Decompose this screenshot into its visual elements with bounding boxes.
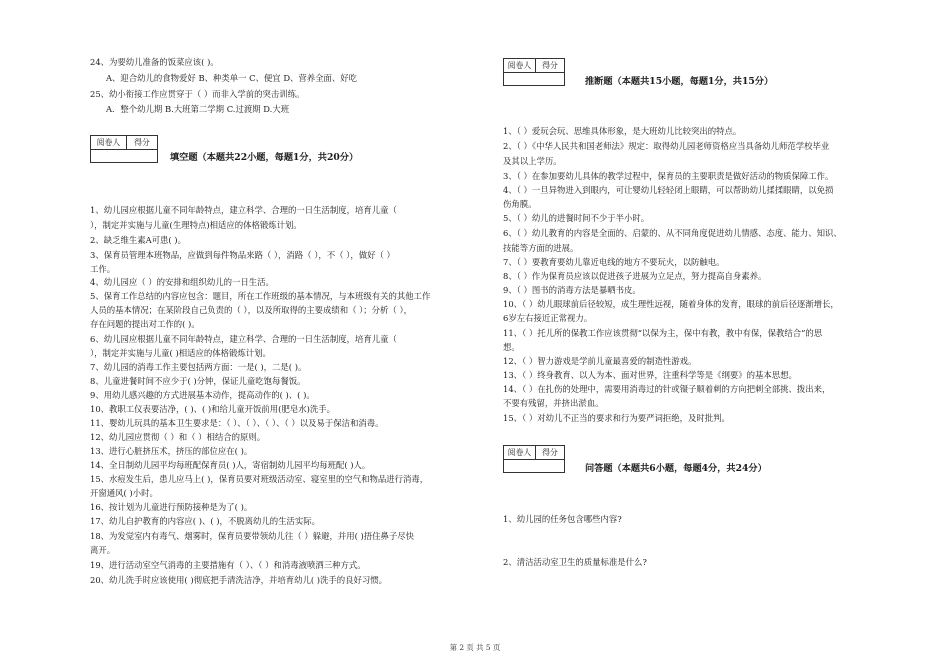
tf-line: 3、（ ）在参加要幼儿具体的教学过程中，保育员的主要职责是做好活动的物质保障工作。 [503, 171, 834, 181]
tf-line: 10、（ ）幼儿眼球前后径较短，成生理性远视，随着身体的发育，眼球的前后径逐渐增长， [503, 299, 839, 309]
tf-line: 4、（ ）一旦异物进入到眼内，可让婴幼儿轻轻闭上眼睛，可以帮助幼儿揉揉眼睛，以免损 [503, 185, 834, 195]
fill-line: ），制定并实施与儿童( )相适应的体格锻炼计划。 [90, 348, 271, 358]
qa-question-2: 2、清洁活动室卫生的质量标准是什么? [503, 557, 647, 567]
fill-section-heading: 填空题（本题共22小题，每题1分，共20分） [170, 152, 359, 163]
score-label: 得分 [535, 446, 564, 459]
fill-line: 工作。 [90, 264, 116, 274]
fill-line: 14、全日制幼儿园平均每班配保育员( )人，寄宿制幼儿园平均每班配( )人。 [90, 460, 371, 470]
mc-question-24-options: A、迎合幼儿的食物爱好 B、种类单一 C、便宜 D、营养全面、好吃 [106, 73, 358, 83]
tf-line: 8、（ ）作为保育员应该以促进孩子进展为立足点，努力提高自身素养。 [503, 271, 767, 281]
tf-line: 2、（ ）《中华人民共和国老师法》规定：取得幼儿园老师资格应当具备幼儿师范学校毕业 [503, 141, 830, 151]
fill-line: 5、保育工作总结的内容应包含：题目，所在工作班级的基本情况，与本班级有关的其他工作 [90, 291, 431, 301]
fill-line: 10、教职工仪表要洁净，( )、( )和给儿童开饭前用(肥皂水)洗手。 [90, 404, 335, 414]
tf-line: 技能等方面的进展。 [503, 243, 579, 253]
fill-line: 13、进行心脏挤压术，挤压的部位应在( )。 [90, 446, 253, 456]
fill-line: 7、幼儿园的消毒工作主要包括两方面：一是( )，二是( )。 [90, 362, 307, 372]
tf-line: 及其以上学历。 [503, 156, 562, 166]
fill-line: 人员的基本情况；在某阶段自己负责的（ ），以及所取得的主要成绩和（ ）；分析（ ）， [90, 305, 413, 315]
fill-line: 3、保育员管理本班物品，应做到每件物品来路（ ），消路（ ），不（ ），做好（ ） [90, 250, 395, 260]
tf-line: 1、（ ）爱玩会玩、思维具体形象，是大班幼儿比较突出的特点。 [503, 126, 742, 136]
fill-line: 17、幼儿自护教育的内容应( )、( )，不脱离幼儿的生活实际。 [90, 516, 321, 526]
fill-line: 2、缺乏维生素A可患( )。 [90, 235, 186, 245]
tf-line: 5、（ ）幼儿的进餐时间不少于半小时。 [503, 213, 650, 223]
tf-line: 不要有残留，并挤出淤血。 [503, 398, 604, 408]
tf-line: 7、（ ）要教育要幼儿靠近电线的地方不要玩火，以防触电。 [503, 257, 725, 267]
fill-line: 9、用幼儿感兴趣的方式进展基本动作，提高动作的( )、( )。 [90, 390, 315, 400]
fill-score-box [90, 135, 158, 163]
fill-line: ），制定并实施与儿童(生理特点)相适应的体格锻炼计划。 [90, 220, 302, 230]
fill-line: 1、幼儿园应根据儿童不同年龄特点，建立科学、合理的一日生活制度，培育儿童（ [90, 205, 397, 215]
fill-line: 20、幼儿洗手时应该使用( )彻底把手清洗洁净，并培育幼儿( )洗手的良好习惯。 [90, 575, 388, 585]
fill-line: 离开。 [90, 545, 116, 555]
tf-line: 6岁左右接近正常视力。 [503, 313, 593, 323]
page-number: 第 2 页 共 5 页 [449, 643, 501, 652]
tf-line: 13、（ ）终身教育、以人为本、面对世界，注重科学等是《纲要》的基本思想。 [503, 370, 797, 380]
fill-line: 18、为发觉室内有毒气、烟雾时，保育员要带领幼儿往（ ）躲避，并用( )捂住鼻子尽快 [90, 531, 415, 541]
fill-line: 开窗通风( )小时。 [90, 488, 158, 498]
fill-line: 6、幼儿园应根据儿童不同年龄特点，建立科学、合理的一日生活制度，培育儿童（ [90, 334, 397, 344]
fill-line: 4、幼儿园应（ ）的安排和组织幼儿的一日生活。 [90, 277, 274, 287]
fill-line: 11、婴幼儿玩具的基本卫生要求是：（ ）、（ ）、（ ）、（ ）以及易于保洁和消毒。 [90, 418, 384, 428]
fill-line: 16、按计划为儿童进行预防接种是为了( )。 [90, 502, 253, 512]
qa-score-box [503, 445, 565, 473]
qa-section-heading: 问答题（本题共6小题，每题4分，共24分） [585, 463, 767, 474]
tf-score-box [503, 58, 565, 86]
fill-line: 12、幼儿园应贯彻（ ）和（ ）相结合的原则。 [90, 432, 266, 442]
fill-line: 8、儿童进餐时间不应少于( )分钟，保证儿童吃饱每餐饭。 [90, 376, 306, 386]
fill-line: 存在问题的提出对工作的( )。 [90, 319, 200, 329]
fill-line: 19、进行活动室空气消毒的主要措施有（ ）、（ ）和消毒液喷洒三种方式。 [90, 560, 366, 570]
fill-line: 15、水痘发生后，患儿应马上( )，保育员要对班级活动室、寝室里的空气和物品进行消毒， [90, 474, 429, 484]
tf-line: 15、（ ）对幼儿不正当的要求和行为要严词拒绝，及时批判。 [503, 413, 730, 423]
tf-line: 伤角膜。 [503, 199, 537, 209]
grader-label: 阅卷人 [507, 448, 532, 457]
mc-question-24: 24、为要幼儿准备的饭菜应该( )。 [90, 57, 219, 67]
mc-question-25: 25、幼小衔接工作应贯穿于（ ）而非入学前的突击训练。 [90, 89, 305, 99]
tf-section-heading: 推断题（本题共15小题，每题1分，共15分） [585, 76, 774, 87]
score-label: 得分 [535, 59, 564, 72]
score-label: 得分 [126, 136, 157, 149]
tf-line: 9、（ ）图书的消毒方法是暴晒书皮。 [503, 285, 641, 295]
tf-line: 想。 [503, 342, 520, 352]
grader-label: 阅卷人 [96, 138, 121, 147]
tf-line: 11、（ ）托儿所的保教工作应该贯彻“以保为主，保中有教，教中有保，保教结合”的思 [503, 328, 823, 338]
mc-question-25-options: A．整个幼儿期 B.大班第二学期 C.过渡期 D.大班 [106, 104, 290, 114]
tf-line: 6、（ ）幼儿教育的内容是全面的、启蒙的、从不同角度促进幼儿情感、态度、能力、知识、 [503, 228, 842, 238]
qa-question-1: 1、幼儿园的任务包含哪些内容? [503, 514, 622, 524]
tf-line: 14、（ ）在扎伤的处理中，需要用消毒过的针或镊子顺着刺的方向把刺全部挑、拨出来， [503, 384, 831, 394]
grader-label: 阅卷人 [507, 61, 532, 70]
tf-line: 12、（ ）智力游戏是学前儿童最喜爱的制造性游戏。 [503, 356, 697, 366]
